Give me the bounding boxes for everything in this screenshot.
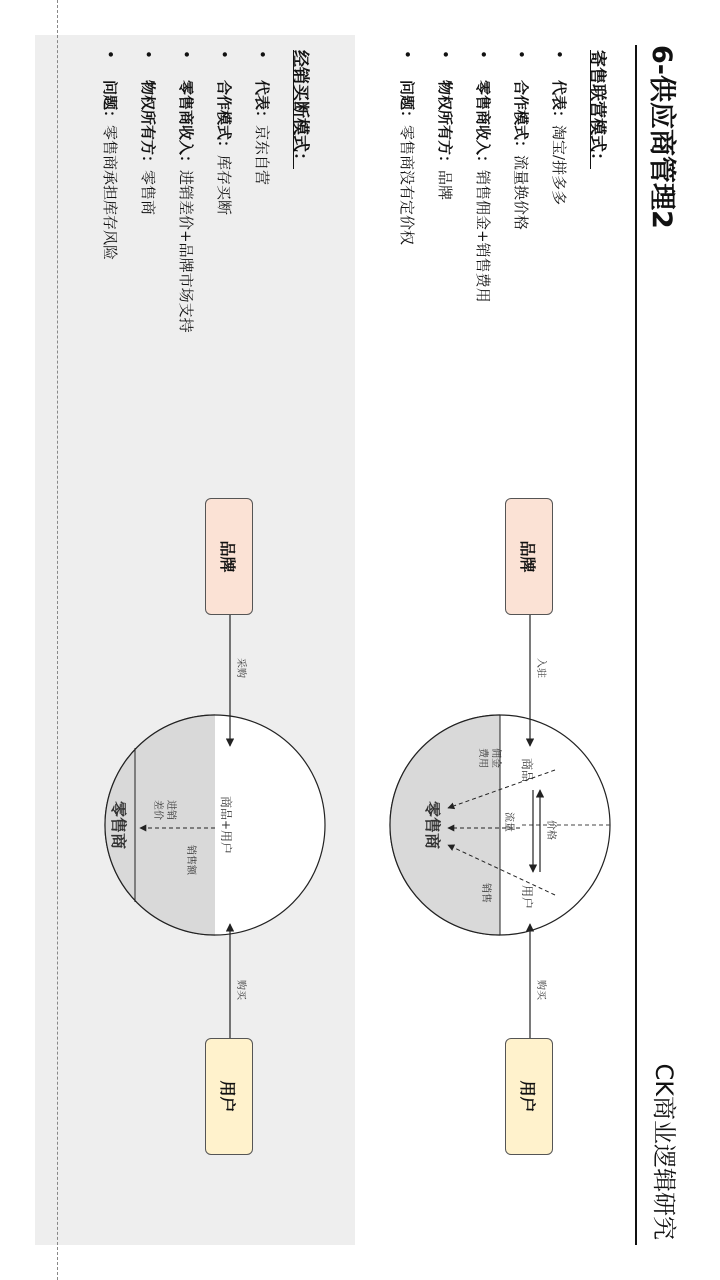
distribution-retailer-label: 零售商 <box>109 800 128 850</box>
consignment-brand-arrow-label: 入驻 <box>535 658 546 678</box>
consignment-diagram <box>390 588 610 1050</box>
bullet-value: 品牌 <box>436 170 454 201</box>
consignment-goods-label: 商品 <box>520 757 534 783</box>
distribution-heading: 经销买断模式： <box>290 50 310 169</box>
consignment-user-box: 用户 <box>505 1038 553 1155</box>
bullet-value: 京东自营 <box>253 125 271 186</box>
distribution-sales-amount-label: 销售额 <box>185 845 196 875</box>
bullet-label: 物权所有方： <box>139 80 157 171</box>
distribution-brand-box: 品牌 <box>205 498 253 615</box>
consignment-traffic-label: 流量 <box>503 812 514 832</box>
consignment-commission-label-1: 佣金 <box>490 748 501 768</box>
bullet-value: 进销差价+品牌市场支持 <box>177 170 195 333</box>
bullet-value: 零售商 <box>139 170 157 216</box>
author-credit: CK商业逻辑研究 <box>650 1063 678 1240</box>
bullet-label: 代表： <box>550 80 568 126</box>
page-title: 6-供应商管理2 <box>646 45 677 229</box>
distribution-margin-label-1: 进销 <box>165 800 176 820</box>
bullet-label: 零售商收入： <box>177 80 195 171</box>
bullet-label: 合作模式： <box>512 80 530 156</box>
bullet-value: 零售商承担库存风险 <box>101 125 119 261</box>
consignment-user-arrow-label: 购买 <box>535 980 546 1000</box>
bullet-label: 代表： <box>253 80 271 126</box>
bullet-value: 库存买断 <box>215 155 233 216</box>
bullet-label: 零售商收入： <box>474 80 492 171</box>
bullet-label: 物权所有方： <box>436 80 454 171</box>
distribution-user-arrow-label: 购买 <box>235 980 246 1000</box>
consignment-commission-label-2: 费用 <box>477 748 488 768</box>
distribution-margin-label-2: 差价 <box>152 800 163 820</box>
bullet-label: 问题： <box>101 80 119 126</box>
distribution-brand-arrow-label: 采购 <box>235 658 246 678</box>
consignment-sales-label: 销售 <box>480 883 491 903</box>
bullet-label: 问题： <box>398 80 416 126</box>
consignment-user-inner-label: 用户 <box>520 884 534 910</box>
bullet-value: 零售商没有定价权 <box>398 125 416 246</box>
consignment-brand-box: 品牌 <box>505 498 553 615</box>
consignment-retailer-label: 零售商 <box>423 800 442 850</box>
bullet-value: 淘宝/拼多多 <box>550 125 568 206</box>
distribution-goods-user-label: 商品+用户 <box>219 795 233 855</box>
bullet-label: 合作模式： <box>215 80 233 156</box>
consignment-price-label: 价格 <box>545 820 556 840</box>
bullet-value: 流量换价格 <box>512 155 530 231</box>
consignment-heading: 寄售联营模式： <box>587 50 607 169</box>
bullet-value: 销售佣金+销售费用 <box>474 170 492 303</box>
distribution-diagram <box>105 588 325 1050</box>
distribution-user-box: 用户 <box>205 1038 253 1155</box>
